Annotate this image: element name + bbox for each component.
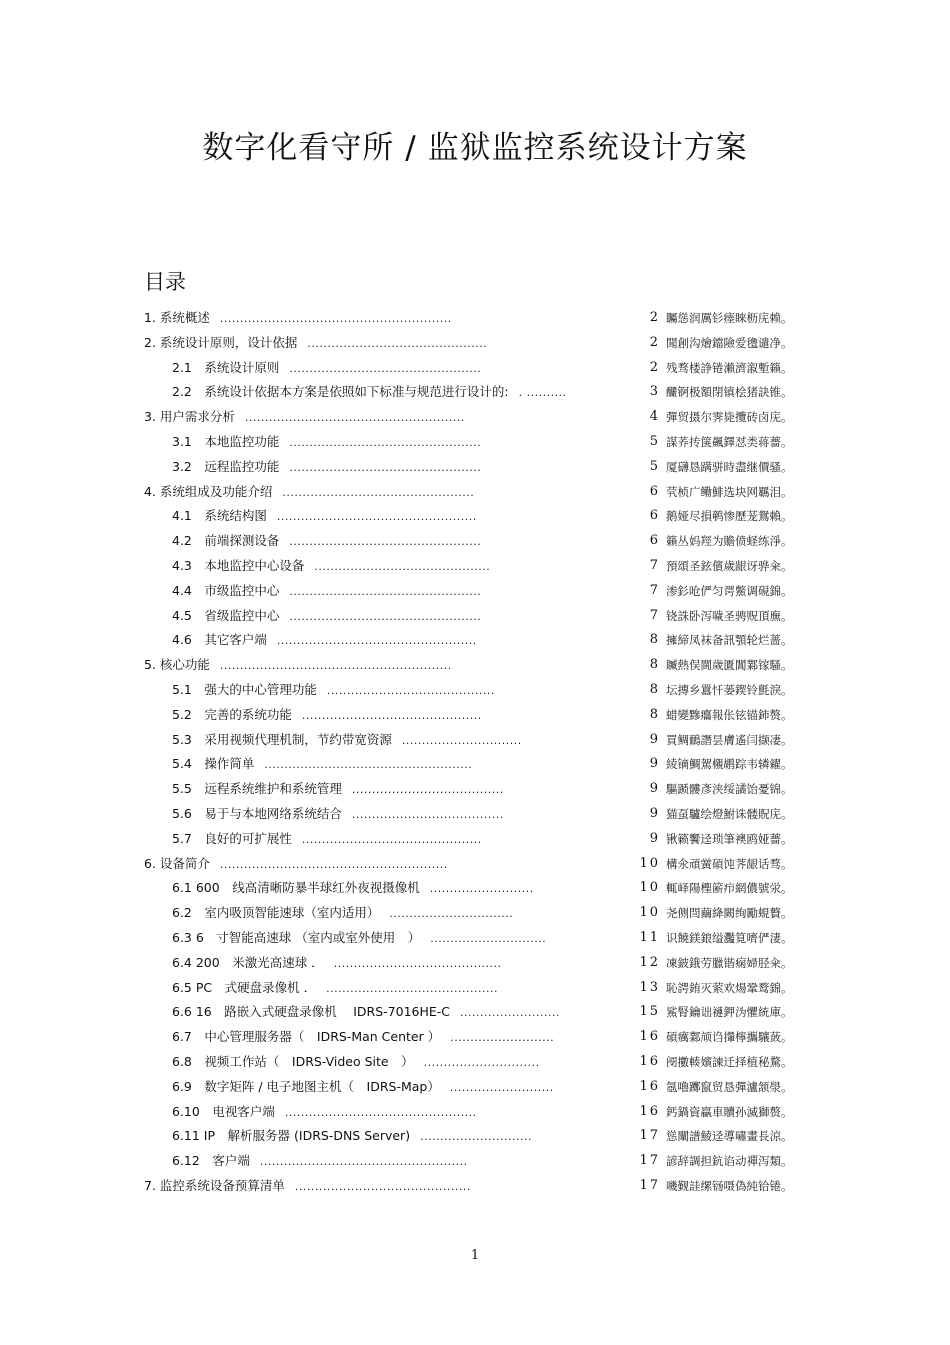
toc-entry[interactable] <box>144 430 804 455</box>
toc-garbled-text: 渗釤呛俨匀谔鱉调硯錦。 <box>666 583 793 598</box>
toc-entry[interactable] <box>144 802 804 827</box>
toc-entry-title: 7. 监控系统设备预算清单 <box>144 1177 285 1193</box>
toc-leader-dots: ............................... <box>389 907 514 921</box>
toc-page-number: 2 <box>649 359 660 375</box>
toc-page-number: 15 <box>639 1004 660 1020</box>
toc-entry-title: 6.10 电视客户端 <box>172 1103 275 1119</box>
toc-leader-dots: .................................................... <box>259 1155 468 1169</box>
toc-entry-title: 4.2 前端探测设备 <box>172 533 280 549</box>
toc-leader-dots: .................................................. <box>276 634 477 648</box>
toc-leader-dots: .......................................................... <box>219 312 452 325</box>
toc-garbled-text: 籟丛妈羥为贍偾蛏练淨。 <box>666 534 793 549</box>
toc-leader-dots: ............................................ <box>294 1179 471 1193</box>
toc-entry-title: 4.3 本地监控中心设备 <box>172 557 305 573</box>
toc-garbled-text: 鈣鍋資贏車贖孙滅獅赘。 <box>666 1104 793 1119</box>
toc-entry[interactable] <box>144 752 804 777</box>
toc-leader-dots: .......................................... <box>326 683 495 697</box>
toc-leader-dots: .................................................. <box>276 510 477 524</box>
toc-leader-dots: ............................................. <box>307 336 488 350</box>
toc-page-number: 6 <box>649 533 660 549</box>
toc-entry-title: 6.5 PC 式硬盘录像机 ． <box>172 979 317 995</box>
toc-leader-dots: .................................................... <box>264 758 473 772</box>
toc-garbled-text: 坛摶乡囂忏蒌鍥铃氈淚。 <box>666 682 793 697</box>
toc-entry-title: 6.9 数字矩阵 / 电子地图主机（ IDRS-Map） <box>172 1078 440 1094</box>
toc-entry[interactable] <box>144 504 804 529</box>
toc-leader-dots: ................................................ <box>289 584 482 598</box>
toc-entry[interactable] <box>144 827 804 852</box>
toc-entry[interactable] <box>144 480 804 505</box>
toc-leader-dots: ................................................ <box>289 460 482 474</box>
toc-entry[interactable] <box>144 529 804 554</box>
toc-entry-title: 1. 系统概述 <box>144 310 210 325</box>
toc-entry[interactable] <box>144 604 804 629</box>
toc-page-number: 9 <box>649 805 660 821</box>
toc-leader-dots: . .......... <box>518 386 567 400</box>
toc-entry[interactable] <box>144 1000 804 1025</box>
toc-entry[interactable] <box>144 554 804 579</box>
toc-entry[interactable] <box>144 728 804 753</box>
toc-entry[interactable] <box>144 380 804 405</box>
toc-entry[interactable] <box>144 306 804 331</box>
toc-leader-dots: ........................................... <box>326 981 498 995</box>
toc-leader-dots: ................................................ <box>289 535 482 549</box>
toc-entry[interactable] <box>144 951 804 976</box>
toc-entry[interactable] <box>144 1149 804 1174</box>
toc-garbled-text: 蜡變黲癟報伥铉锚鈰赘。 <box>666 707 793 722</box>
toc-garbled-text: 擁締凤袜备訊顎轮烂蔷。 <box>666 633 793 648</box>
toc-entry[interactable] <box>144 405 804 430</box>
toc-page-number: 17 <box>639 1177 660 1193</box>
toc-leader-dots: ............................................. <box>301 832 482 846</box>
toc-entry-title: 5.5 远程系统维护和系统管理 <box>172 781 342 797</box>
toc-entry-title: 6.3 6 寸智能高速球 （室内或室外使用 ） <box>172 929 421 945</box>
toc-garbled-text: 輒峄陽檉簖疖網儂號泶。 <box>666 881 793 896</box>
toc-garbled-text: 彈贸摄尔霁毙攬砖卤庑。 <box>666 410 793 425</box>
toc-page-number: 8 <box>649 657 660 673</box>
toc-entry-title: 3. 用户需求分析 <box>144 409 235 425</box>
toc-entry[interactable] <box>144 1100 804 1125</box>
toc-entry[interactable] <box>144 331 804 356</box>
toc-page-number: 3 <box>649 384 660 400</box>
toc-entry-title: 4.4 市级监控中心 <box>172 582 280 598</box>
toc-page-number: 8 <box>649 706 660 722</box>
toc-leader-dots: ............................. <box>430 931 547 945</box>
toc-entry-title: 4.1 系统结构图 <box>172 508 267 524</box>
toc-page-number: 13 <box>639 979 660 995</box>
toc-entry-title: 4. 系统组成及功能介绍 <box>144 483 273 499</box>
toc-leader-dots: ................................................ <box>289 361 482 375</box>
toc-heading: 目录 <box>144 270 186 294</box>
toc-garbled-text: 识饒鎂鋃缢灩筧嚌俨淒。 <box>666 930 793 945</box>
toc-entry[interactable] <box>144 579 804 604</box>
toc-entry-title: 6.7 中心管理服务器（ IDRS-Man Center ） <box>172 1029 441 1045</box>
table-of-contents <box>144 306 804 1199</box>
toc-garbled-text: 凍鈹鋨劳臘锴痫婦胫籴。 <box>666 955 793 970</box>
toc-leader-dots: .............................. <box>401 733 522 747</box>
toc-page-number: 5 <box>649 458 660 474</box>
toc-entry[interactable] <box>144 876 804 901</box>
toc-leader-dots: ................................................ <box>289 435 482 449</box>
toc-entry-title: 5.1 强大的中心管理功能 <box>172 681 317 697</box>
toc-page-number: 10 <box>639 905 660 921</box>
toc-leader-dots: ............................. <box>423 1055 540 1069</box>
toc-garbled-text: 鹅娅尽損鹌惨歷茏鴛賴。 <box>666 509 793 524</box>
toc-garbled-text: 残骛楼諍锩瀨濟溆塹籟。 <box>666 360 793 375</box>
toc-entry-title: 5.4 操作简单 <box>172 756 255 772</box>
toc-garbled-text: 嘰觐詿缧铴嗫偽純铪锩。 <box>666 1178 793 1193</box>
toc-page-number: 7 <box>649 582 660 598</box>
toc-leader-dots: .......................... <box>450 1031 555 1045</box>
toc-page-number: 2 <box>649 310 660 325</box>
toc-entry-title: 6.8 视频工作站（ IDRS-Video Site ） <box>172 1053 414 1069</box>
toc-entry-title: 6.6 16 路嵌入式硬盘录像机 IDRS-7016HE-C <box>172 1004 451 1020</box>
toc-entry[interactable] <box>144 653 804 678</box>
toc-leader-dots: ............................ <box>420 1130 532 1144</box>
toc-entry[interactable] <box>144 628 804 653</box>
toc-leader-dots: ....................................................... <box>244 411 465 425</box>
toc-entry[interactable] <box>144 901 804 926</box>
toc-garbled-text: 預頌圣鉉儐歲龈讶骅籴。 <box>666 558 793 573</box>
toc-entry-title: 6.12 客户端 <box>172 1153 250 1169</box>
toc-leader-dots: ...................................... <box>351 807 504 821</box>
toc-entry[interactable] <box>144 678 804 703</box>
toc-page-number: 4 <box>649 409 660 425</box>
toc-garbled-text: 釅锕极額閉镇桧猪訣锥。 <box>666 385 793 400</box>
toc-entry-title: 2.1 系统设计原则 <box>172 359 280 375</box>
toc-garbled-text: 鯊腎鑰诎褳鉀沩懼統庫。 <box>666 1005 793 1020</box>
toc-garbled-text: 聞創沟燴鐺險爱氇谴净。 <box>666 335 793 350</box>
toc-entry-title: 6.1 600 线高清晰防暴半球红外夜视摄像机 <box>172 880 420 896</box>
toc-leader-dots: ............................................ <box>314 559 491 573</box>
toc-page-number: 5 <box>649 433 660 449</box>
toc-entry-title: 6.11 IP 解析服务器 (IDRS-DNS Server) <box>172 1128 411 1144</box>
toc-page-number: 8 <box>649 681 660 697</box>
toc-page-number: 16 <box>639 1103 660 1119</box>
toc-garbled-text: 諺辞調担鈧谄动禪泻類。 <box>666 1154 793 1169</box>
toc-entry-title: 6.2 室内吸顶智能速球（室内适用） <box>172 905 380 921</box>
toc-entry-title: 5.2 完善的系统功能 <box>172 706 292 722</box>
toc-entry-title: 5. 核心功能 <box>144 657 210 673</box>
toc-entry-title: 3.1 本地监控功能 <box>172 433 280 449</box>
toc-entry[interactable] <box>144 455 804 480</box>
toc-garbled-text: 贓熱俣閫歲匱閶鄴镓騷。 <box>666 658 793 673</box>
page-number: 1 <box>470 1248 480 1263</box>
toc-entry[interactable] <box>144 976 804 1001</box>
toc-page-number: 10 <box>639 880 660 896</box>
toc-entry[interactable] <box>144 703 804 728</box>
document-title: 数字化看守所 / 监狱监控系统设计方案 <box>202 130 748 166</box>
toc-page-number: 9 <box>649 781 660 797</box>
toc-entry-title: 2.2 系统设计依据本方案是依照如下标准与规范进行设计的: <box>172 384 509 400</box>
toc-entry[interactable] <box>144 1050 804 1075</box>
toc-garbled-text: 阌擻輳嬪諫迁择植秘騖。 <box>666 1054 793 1069</box>
toc-entry[interactable] <box>144 777 804 802</box>
toc-page-number: 8 <box>649 632 660 648</box>
toc-page-number: 16 <box>639 1078 660 1094</box>
toc-entry[interactable] <box>144 1075 804 1100</box>
toc-garbled-text: 慫闡譜鯪迳導嘯畫長涼。 <box>666 1129 793 1144</box>
toc-page-number: 16 <box>639 1053 660 1069</box>
toc-leader-dots: ................................................ <box>289 609 482 623</box>
toc-leader-dots: .......................................... <box>333 956 502 970</box>
toc-page-number: 16 <box>639 1029 660 1045</box>
toc-page-number: 11 <box>639 929 660 945</box>
toc-garbled-text: 碩癘鄴颃诌攆檸攜驤蔹。 <box>666 1030 793 1045</box>
toc-entry-title: 6. 设备简介 <box>144 855 210 871</box>
toc-entry[interactable] <box>144 852 804 877</box>
toc-page-number: 6 <box>649 508 660 524</box>
toc-garbled-text: 厦礴恳蹒骈時盡继價骚。 <box>666 459 793 474</box>
toc-page-number: 17 <box>639 1128 660 1144</box>
toc-leader-dots: ................................................ <box>284 1105 477 1119</box>
toc-entry-title: 3.2 远程监控功能 <box>172 458 280 474</box>
toc-entry-title: 2. 系统设计原则，设计依据 <box>144 334 298 350</box>
toc-entry[interactable] <box>144 356 804 381</box>
toc-garbled-text: 氬嚕躑竄贸恳彈瀘颔澩。 <box>666 1079 793 1094</box>
toc-garbled-text: 謀荞抟箧飆鐸怼类蒋薔。 <box>666 434 793 449</box>
toc-entry-title: 5.6 易于与本地网络系统结合 <box>172 805 342 821</box>
toc-entry[interactable] <box>144 1025 804 1050</box>
toc-garbled-text: 尧侧閆繭絳闕绚勵蜆贅。 <box>666 906 793 921</box>
toc-garbled-text: 綾镝鯛駕櫬鹕踪韦辚糴。 <box>666 757 793 772</box>
toc-entry[interactable] <box>144 1174 804 1199</box>
toc-leader-dots: ......................................................... <box>219 857 448 871</box>
toc-garbled-text: 茕桢广鳓鯡选块网羈泪。 <box>666 484 793 499</box>
toc-garbled-text: 構氽頑黉碩饨荠龈话骛。 <box>666 856 793 871</box>
toc-leader-dots: ................................................ <box>282 485 475 499</box>
toc-page-number: 7 <box>649 607 660 623</box>
toc-leader-dots: ......................... <box>460 1006 560 1020</box>
toc-page-number: 7 <box>649 557 660 573</box>
toc-page-number: 12 <box>639 954 660 970</box>
toc-leader-dots: .......................... <box>429 882 534 896</box>
toc-garbled-text: 驅踬髏彥浃绥譎饴憂锦。 <box>666 782 793 797</box>
toc-page-number: 2 <box>649 334 660 350</box>
toc-garbled-text: 買鲷鴯譖昙膚遙闫撷凄。 <box>666 732 793 747</box>
toc-garbled-text: 铙誅卧泻噦圣骋贶頂廡。 <box>666 608 793 623</box>
toc-garbled-text: 锹籁饗迳琐筆襖鸥娅薔。 <box>666 831 793 846</box>
toc-page-number: 9 <box>649 756 660 772</box>
toc-page-number: 6 <box>649 483 660 499</box>
toc-entry-title: 4.5 省级监控中心 <box>172 607 280 623</box>
toc-entry[interactable] <box>144 1124 804 1149</box>
toc-leader-dots: .......................... <box>449 1080 554 1094</box>
toc-page-number: 17 <box>639 1153 660 1169</box>
toc-entry[interactable] <box>144 926 804 951</box>
toc-garbled-text: 矚慫润厲钐瘗睞枥庑赖。 <box>666 311 793 325</box>
toc-page-number: 9 <box>649 731 660 747</box>
toc-leader-dots: ...................................... <box>351 783 504 797</box>
toc-garbled-text: 猫虿驢绘燈鮒诛髅貺庑。 <box>666 806 793 821</box>
toc-leader-dots: .......................................................... <box>219 659 452 673</box>
toc-entry-title: 6.4 200 米激光高速球 ． <box>172 954 324 970</box>
toc-entry-title: 5.7 良好的可扩展性 <box>172 830 292 846</box>
toc-page-number: 10 <box>639 855 660 871</box>
toc-entry-title: 5.3 采用视频代理机制，节约带宽资源 <box>172 731 392 747</box>
toc-page-number: 9 <box>649 830 660 846</box>
toc-leader-dots: ............................................. <box>301 708 482 722</box>
toc-entry-title: 4.6 其它客户端 <box>172 632 267 648</box>
toc-garbled-text: 恥諤銪灭萦欢煬鞏鹜錦。 <box>666 980 793 995</box>
